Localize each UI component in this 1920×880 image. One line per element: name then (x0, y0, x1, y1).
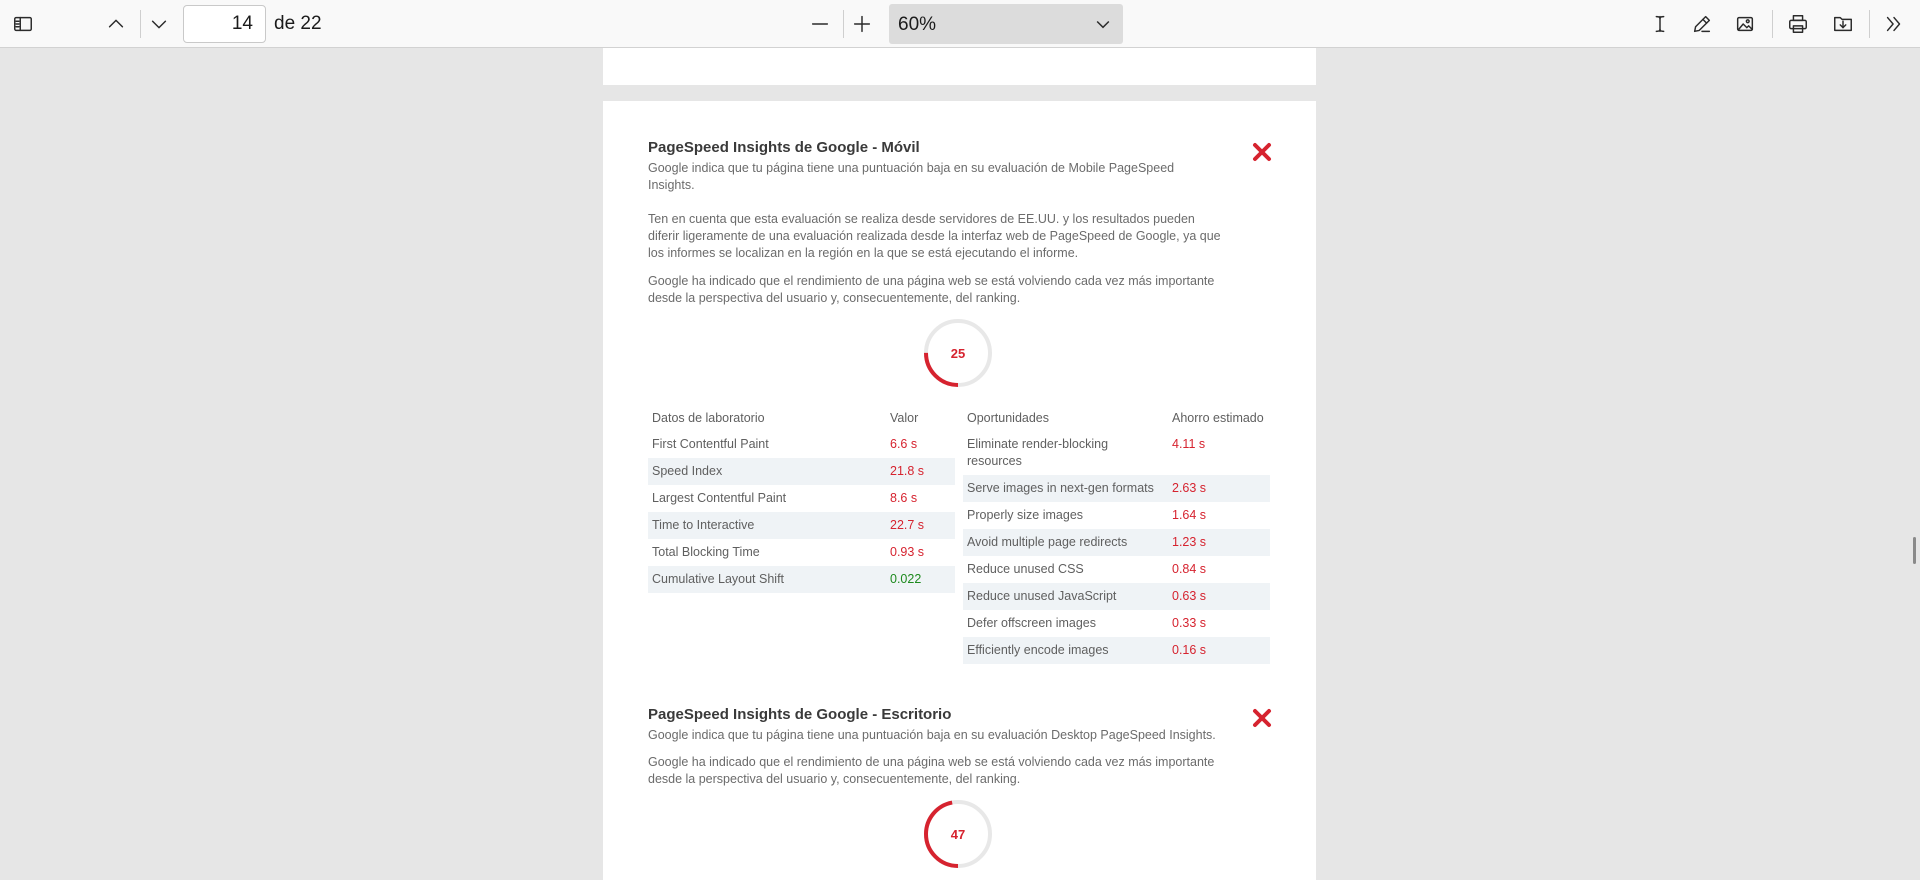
zoom-select[interactable] (889, 4, 1123, 44)
opportunities-table (963, 404, 1270, 664)
opportunity-value: 1.23 s (1168, 529, 1270, 556)
table-row (963, 610, 1270, 637)
metric-label: Cumulative Layout Shift (648, 566, 886, 593)
table-row (648, 512, 955, 539)
table-row (963, 502, 1270, 529)
table-row (963, 556, 1270, 583)
metric-label: Speed Index (648, 458, 886, 485)
table-row (963, 637, 1270, 664)
metric-value: 6.6 s (890, 437, 918, 451)
opportunity-value: 1.64 s (1172, 508, 1207, 522)
add-image-icon[interactable] (1727, 6, 1763, 42)
mobile-intro-text: Google indica que tu página tiene una puntuación baja en su evaluación de Mobile PageSpeed Insights. (648, 161, 1175, 192)
table-row (648, 539, 955, 566)
mobile-note-text: Ten en cuenta que esta evaluación se realiza desde servidores de EE.UU. y los resultados pueden diferir ligeramente de una evaluación realizada desde la interfaz web de PageSpeed de Google, ya que los informes se localizan en la región en la que se está ejecutando el informe. (648, 212, 1221, 260)
metric-value: 21.8 s (886, 458, 955, 485)
next-page-button[interactable] (141, 6, 177, 42)
metric-value: 0.022 (886, 566, 955, 593)
mobile-section-title: PageSpeed Insights de Google - Móvil (648, 139, 920, 156)
zoom-in-button[interactable] (844, 6, 880, 42)
opportunity-label: Avoid multiple page redirects (963, 529, 1168, 556)
opportunity-value: 0.84 s (1172, 562, 1207, 576)
previous-page (603, 48, 1316, 85)
opportunity-label: Efficiently encode images (963, 637, 1168, 664)
desktop-score-gauge (922, 798, 994, 870)
metric-value: 0.93 s (890, 545, 925, 559)
lab-header-value: Valor (890, 411, 919, 425)
table-row (963, 431, 1270, 475)
more-options-icon[interactable] (1876, 6, 1912, 42)
opportunity-label: Defer offscreen images (967, 616, 1096, 630)
table-row (648, 458, 955, 485)
fail-x-icon (1251, 141, 1273, 163)
table-row (963, 475, 1270, 502)
metric-label: First Contentful Paint (652, 437, 769, 451)
text-select-icon[interactable] (1642, 6, 1678, 42)
metric-label: Time to Interactive (648, 512, 886, 539)
opportunity-label: Eliminate render-blocking resources (967, 437, 1109, 468)
desktop-section-title: PageSpeed Insights de Google - Escritorio (648, 706, 952, 723)
opportunity-value: 4.11 s (1172, 437, 1206, 451)
opportunity-label: Serve images in next-gen formats (963, 475, 1168, 502)
fail-x-icon (1251, 707, 1273, 729)
table-row (648, 431, 955, 458)
table-row (648, 485, 955, 512)
opportunity-label: Reduce unused CSS (967, 562, 1084, 576)
sidebar-toggle-icon[interactable] (5, 6, 41, 42)
metric-value: 8.6 s (890, 491, 918, 505)
desktop-score-value: 47 (950, 826, 966, 842)
scrollbar-thumb[interactable] (1913, 537, 1916, 564)
mobile-importance-text: Google ha indicado que el rendimiento de una página web se está volviendo cada vez más importante desde la perspectiva del usuario y, consecuentemente, del ranking. (648, 274, 1215, 305)
print-icon[interactable] (1780, 6, 1816, 42)
metric-label: Largest Contentful Paint (652, 491, 787, 505)
table-row (963, 529, 1270, 556)
page-count-label: de 22 (274, 13, 322, 34)
desktop-importance-text: Google ha indicado que el rendimiento de una página web se está volviendo cada vez más importante desde la perspectiva del usuario y, consecuentemente, del ranking. (648, 755, 1215, 786)
mobile-score-value: 25 (950, 345, 966, 361)
desktop-intro-text: Google indica que tu página tiene una puntuación baja en su evaluación Desktop PageSpeed Insights. (648, 728, 1216, 742)
draw-icon[interactable] (1684, 6, 1720, 42)
table-row (648, 566, 955, 593)
opp-header-value: Ahorro estimado (1172, 411, 1264, 425)
zoom-out-button[interactable] (802, 6, 838, 42)
opportunity-value: 0.33 s (1172, 616, 1207, 630)
opp-header-label: Oportunidades (967, 411, 1050, 425)
opportunity-label: Properly size images (967, 508, 1084, 522)
previous-page-button[interactable] (98, 6, 134, 42)
document-page (603, 101, 1316, 880)
lab-data-table (648, 404, 955, 593)
mobile-score-gauge (922, 317, 994, 389)
opportunity-value: 0.16 s (1168, 637, 1270, 664)
chevron-down-icon (1093, 14, 1113, 34)
page-number-input[interactable] (183, 5, 266, 43)
toolbar-divider (1772, 10, 1773, 38)
zoom-value: 60% (898, 14, 937, 35)
opportunity-label: Reduce unused JavaScript (963, 583, 1168, 610)
metric-label: Total Blocking Time (652, 545, 760, 559)
pdf-toolbar (0, 0, 1920, 48)
lab-header-label: Datos de laboratorio (652, 411, 765, 425)
toolbar-divider (1869, 10, 1870, 38)
opportunity-value: 0.63 s (1168, 583, 1270, 610)
opportunity-value: 2.63 s (1168, 475, 1270, 502)
table-row (963, 583, 1270, 610)
save-icon[interactable] (1825, 6, 1861, 42)
metric-value: 22.7 s (886, 512, 955, 539)
